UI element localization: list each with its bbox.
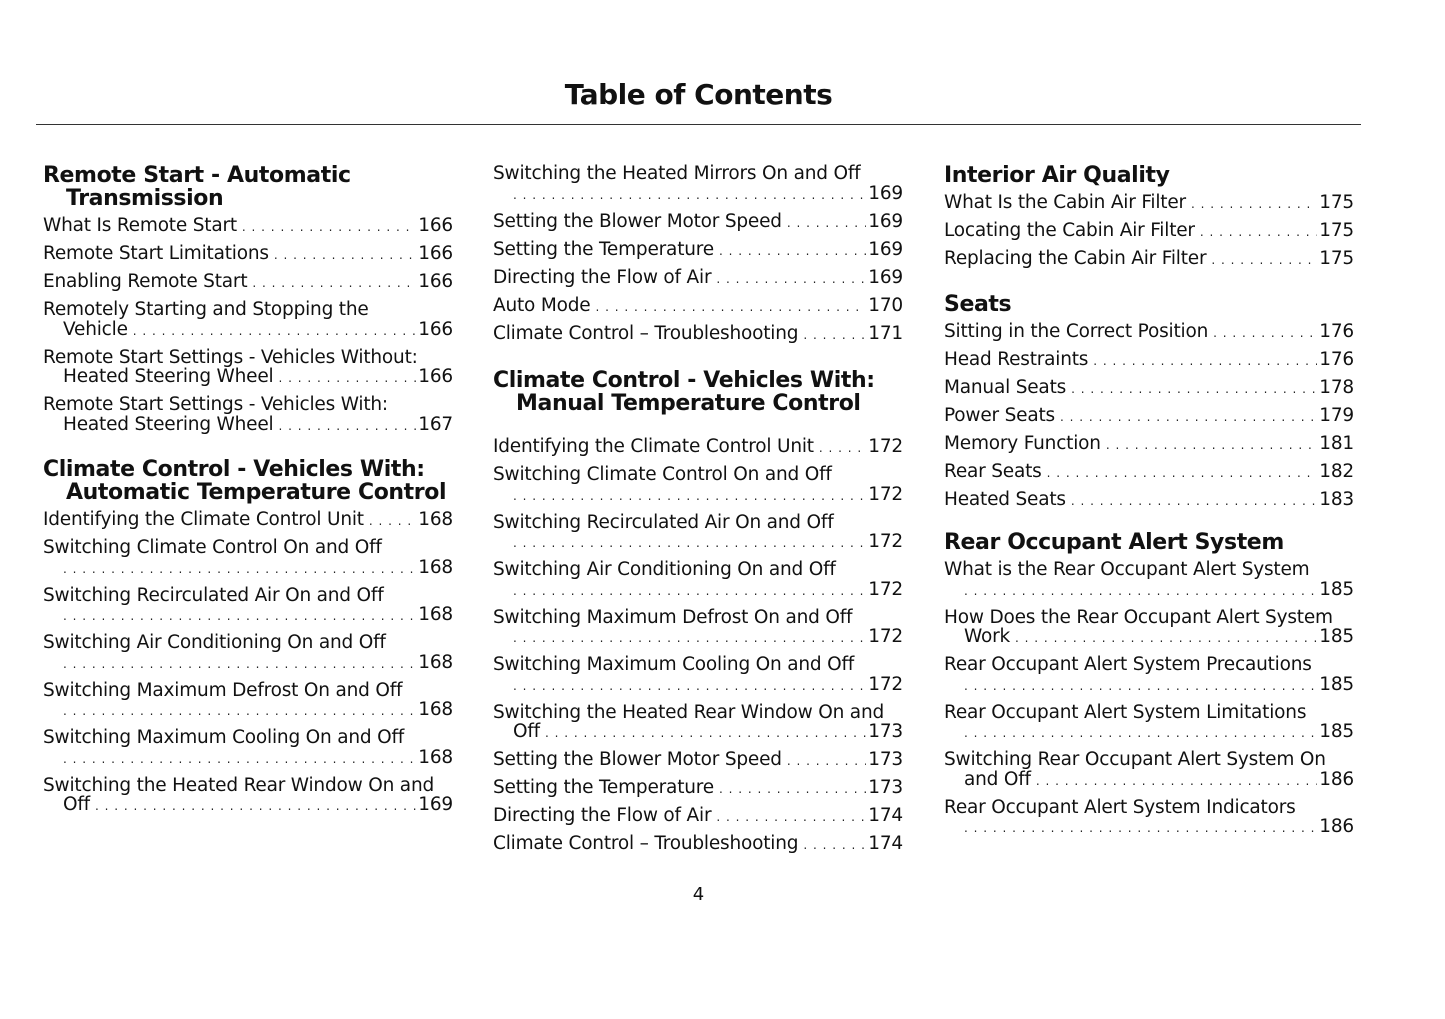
toc-entry[interactable] bbox=[493, 703, 903, 744]
toc-entry[interactable] bbox=[43, 776, 453, 817]
entry-page-number: 183 bbox=[1319, 488, 1354, 510]
toc-entry[interactable] bbox=[944, 798, 1354, 839]
dot-leader bbox=[63, 750, 416, 770]
toc-entry[interactable] bbox=[493, 750, 903, 772]
entry-page-number: 179 bbox=[1319, 404, 1354, 426]
toc-entry[interactable] bbox=[493, 164, 903, 205]
dot-leader bbox=[252, 274, 416, 294]
section-title: Interior Air Quality bbox=[944, 163, 1170, 188]
entry-page-number: 166 bbox=[418, 243, 453, 264]
entry-page-number: 166 bbox=[418, 366, 453, 387]
entry-page-number: 181 bbox=[1319, 432, 1354, 454]
page-title: Table of Contents bbox=[564, 78, 833, 111]
entry-page-number: 169 bbox=[868, 210, 903, 232]
toc-entry[interactable] bbox=[944, 350, 1354, 372]
toc-section bbox=[493, 369, 903, 856]
dot-leader bbox=[803, 836, 866, 856]
toc-entry[interactable] bbox=[493, 778, 903, 800]
entry-title: Remotely Starting and Stopping the bbox=[43, 299, 369, 320]
dot-leader bbox=[278, 417, 416, 437]
entry-page-number: 175 bbox=[1319, 220, 1354, 241]
entry-page-number: 166 bbox=[418, 318, 453, 340]
dot-leader bbox=[787, 214, 866, 234]
toc-column-2 bbox=[493, 164, 903, 862]
entry-page-number: 176 bbox=[1319, 348, 1354, 370]
section-title: Remote Start - Automatic Transmission bbox=[43, 163, 351, 211]
entry-page-number: 167 bbox=[418, 413, 453, 435]
entry-title: Enabling Remote Start bbox=[43, 271, 248, 292]
dot-leader bbox=[716, 270, 866, 290]
dot-leader bbox=[1015, 629, 1317, 649]
dot-leader bbox=[1191, 195, 1317, 215]
entry-title: What Is the Cabin Air Filter bbox=[944, 192, 1186, 213]
entry-title: Rear Occupant Alert System Precautions bbox=[944, 654, 1312, 675]
dot-leader bbox=[964, 677, 1317, 697]
dot-leader bbox=[513, 629, 866, 649]
toc-entry[interactable] bbox=[493, 655, 903, 696]
entry-title: Remote Start Settings - Vehicles Without: bbox=[43, 346, 418, 368]
entry-page-number: 172 bbox=[868, 578, 903, 600]
toc-entry[interactable] bbox=[493, 806, 903, 828]
entry-page-number: 172 bbox=[868, 531, 903, 552]
entry-title: Head Restraints bbox=[944, 348, 1089, 370]
dot-leader bbox=[719, 780, 866, 800]
entry-page-number: 174 bbox=[868, 805, 903, 826]
dot-leader bbox=[1093, 352, 1317, 372]
toc-entry[interactable] bbox=[944, 322, 1354, 344]
entry-title: Switching Recirculated Air On and Off bbox=[493, 511, 834, 533]
dot-leader bbox=[1036, 772, 1317, 792]
dot-leader bbox=[1047, 464, 1318, 484]
entry-title: Setting the Temperature bbox=[493, 238, 714, 260]
toc-entry[interactable] bbox=[493, 324, 903, 346]
entry-title: Climate Control – Troubleshooting bbox=[493, 322, 799, 344]
entry-page-number: 168 bbox=[418, 509, 453, 530]
entry-page-number: 166 bbox=[418, 215, 453, 236]
dot-leader bbox=[63, 560, 416, 580]
toc-entry[interactable] bbox=[493, 296, 903, 318]
entry-title: Rear Seats bbox=[944, 460, 1042, 482]
toc-entry[interactable] bbox=[944, 750, 1354, 791]
dot-leader bbox=[369, 512, 416, 532]
entry-title: Switching Maximum Defrost On and Off bbox=[43, 679, 403, 701]
dot-leader bbox=[1200, 223, 1317, 243]
dot-leader bbox=[63, 607, 416, 627]
toc-section bbox=[493, 164, 903, 345]
entry-title: Climate Control – Troubleshooting bbox=[493, 833, 799, 854]
section-title: Rear Occupant Alert System bbox=[944, 530, 1284, 555]
entry-page-number: 172 bbox=[868, 673, 903, 695]
entry-page-number: 169 bbox=[868, 238, 903, 260]
dot-leader bbox=[95, 797, 416, 817]
toc-entry[interactable] bbox=[43, 633, 453, 674]
entry-title: Heated Seats bbox=[944, 488, 1066, 510]
entry-title: Locating the Cabin Air Filter bbox=[944, 220, 1195, 241]
entry-title-continuation: and Off bbox=[964, 768, 1031, 790]
entry-page-number: 168 bbox=[418, 604, 453, 625]
entry-title: Switching Maximum Cooling On and Off bbox=[43, 727, 405, 748]
dot-leader bbox=[274, 246, 416, 266]
entry-page-number: 173 bbox=[868, 777, 903, 798]
entry-title: Replacing the Cabin Air Filter bbox=[944, 248, 1207, 269]
entry-title: Manual Seats bbox=[944, 376, 1067, 398]
entry-page-number: 171 bbox=[868, 322, 903, 344]
entry-title: Directing the Flow of Air bbox=[493, 266, 712, 288]
entry-title: Switching Maximum Cooling On and Off bbox=[493, 654, 855, 675]
toc-entry[interactable] bbox=[493, 513, 903, 554]
entry-page-number: 173 bbox=[868, 749, 903, 770]
entry-page-number: 172 bbox=[868, 436, 903, 457]
entry-title: Switching Air Conditioning On and Off bbox=[43, 632, 386, 653]
entry-title: Switching the Heated Rear Window On and bbox=[43, 774, 435, 796]
entry-title: What is the Rear Occupant Alert System bbox=[944, 559, 1310, 580]
entry-title: Setting the Blower Motor Speed bbox=[493, 749, 782, 770]
entry-page-number: 170 bbox=[868, 294, 903, 316]
toc-entry[interactable] bbox=[493, 560, 903, 601]
toc-section bbox=[944, 531, 1354, 839]
dot-leader bbox=[513, 534, 866, 554]
dot-leader bbox=[964, 724, 1317, 744]
title-divider bbox=[36, 124, 1361, 125]
toc-column-3 bbox=[944, 164, 1354, 845]
entry-title: Switching Climate Control On and Off bbox=[43, 537, 382, 558]
entry-title-continuation: Heated Steering Wheel bbox=[63, 366, 274, 387]
dot-leader bbox=[63, 702, 416, 722]
entry-title-continuation: Vehicle bbox=[63, 318, 128, 340]
dot-leader bbox=[242, 218, 416, 238]
section-title: Seats bbox=[944, 291, 1012, 317]
entry-title: Switching Climate Control On and Off bbox=[493, 464, 832, 485]
dot-leader bbox=[964, 582, 1317, 602]
entry-page-number: 174 bbox=[868, 833, 903, 854]
dot-leader bbox=[278, 369, 416, 389]
toc-entry[interactable] bbox=[43, 244, 453, 266]
entry-title: Switching Air Conditioning On and Off bbox=[493, 559, 836, 580]
entry-page-number: 168 bbox=[418, 556, 453, 578]
toc-entry[interactable] bbox=[944, 490, 1354, 512]
toc-entry[interactable] bbox=[944, 406, 1354, 428]
entry-title: Switching Recirculated Air On and Off bbox=[43, 584, 384, 606]
dot-leader bbox=[513, 487, 866, 507]
toc-entry[interactable] bbox=[43, 538, 453, 579]
entry-page-number: 182 bbox=[1319, 460, 1354, 482]
entry-page-number: 185 bbox=[1319, 626, 1354, 647]
dot-leader bbox=[1060, 408, 1317, 428]
toc-entry[interactable] bbox=[944, 193, 1354, 215]
toc-entry[interactable] bbox=[43, 395, 453, 436]
entry-title-continuation: Off bbox=[63, 794, 90, 815]
entry-title: How Does the Rear Occupant Alert System bbox=[944, 606, 1333, 628]
entry-title-continuation: Off bbox=[513, 721, 540, 742]
entry-page-number: 185 bbox=[1319, 578, 1354, 600]
toc-entry[interactable] bbox=[944, 703, 1354, 744]
toc-section bbox=[944, 164, 1354, 271]
toc-section bbox=[43, 164, 453, 436]
entry-title: Setting the Blower Motor Speed bbox=[493, 210, 782, 232]
toc-entry[interactable] bbox=[944, 221, 1354, 243]
toc-entry[interactable] bbox=[43, 510, 453, 532]
dot-leader bbox=[63, 655, 416, 675]
toc-entry[interactable] bbox=[43, 348, 453, 389]
dot-leader bbox=[1211, 251, 1317, 271]
entry-page-number: 169 bbox=[868, 266, 903, 288]
entry-title: Power Seats bbox=[944, 404, 1055, 426]
section-title: Climate Control - Vehicles With: Automatic Temperature Control bbox=[43, 457, 447, 505]
toc-entry[interactable] bbox=[944, 378, 1354, 400]
dot-leader bbox=[719, 242, 866, 262]
entry-page-number: 185 bbox=[1319, 721, 1354, 742]
dot-leader bbox=[964, 819, 1317, 839]
entry-page-number: 176 bbox=[1319, 320, 1354, 342]
toc-entry[interactable] bbox=[944, 608, 1354, 649]
toc-entry[interactable] bbox=[43, 681, 453, 722]
entry-title: Memory Function bbox=[944, 432, 1101, 454]
toc-entry[interactable] bbox=[944, 655, 1354, 696]
entry-page-number: 169 bbox=[868, 182, 903, 204]
toc-entry[interactable] bbox=[43, 272, 453, 294]
toc-entry[interactable] bbox=[944, 249, 1354, 271]
entry-title-continuation: Work bbox=[964, 626, 1011, 647]
entry-page-number: 169 bbox=[418, 794, 453, 815]
entry-page-number: 172 bbox=[868, 483, 903, 505]
dot-leader bbox=[513, 186, 866, 206]
entry-page-number: 166 bbox=[418, 271, 453, 292]
dot-leader bbox=[716, 808, 866, 828]
entry-title: Remote Start Settings - Vehicles With: bbox=[43, 394, 388, 415]
toc-section bbox=[43, 458, 453, 817]
entry-title: Rear Occupant Alert System Indicators bbox=[944, 796, 1296, 818]
toc-column-1 bbox=[43, 164, 453, 823]
entry-page-number: 175 bbox=[1319, 248, 1354, 269]
entry-page-number: 178 bbox=[1319, 376, 1354, 398]
section-title: Climate Control - Vehicles With: Manual Temperature Control bbox=[493, 368, 875, 416]
dot-leader bbox=[545, 724, 866, 744]
toc-entry[interactable] bbox=[493, 465, 903, 506]
entry-page-number: 175 bbox=[1319, 192, 1354, 213]
dot-leader bbox=[803, 326, 866, 346]
entry-page-number: 186 bbox=[1319, 816, 1354, 837]
toc-entry[interactable] bbox=[493, 834, 903, 856]
entry-title: Switching the Heated Rear Window On and bbox=[493, 701, 885, 723]
entry-page-number: 168 bbox=[418, 651, 453, 673]
entry-page-number: 185 bbox=[1319, 673, 1354, 695]
toc-entry[interactable] bbox=[944, 560, 1354, 601]
entry-title: Directing the Flow of Air bbox=[493, 805, 712, 826]
toc-entry[interactable] bbox=[43, 216, 453, 238]
toc-entry[interactable] bbox=[43, 586, 453, 627]
entry-page-number: 172 bbox=[868, 626, 903, 647]
entry-title: Identifying the Climate Control Unit bbox=[43, 509, 364, 530]
dot-leader bbox=[1071, 492, 1317, 512]
entry-title: Sitting in the Correct Position bbox=[944, 320, 1209, 342]
toc-entry[interactable] bbox=[43, 300, 453, 341]
entry-title: What Is Remote Start bbox=[43, 215, 237, 236]
dot-leader bbox=[133, 322, 417, 342]
entry-title: Switching Rear Occupant Alert System On bbox=[944, 749, 1326, 770]
dot-leader bbox=[1213, 324, 1317, 344]
toc-entry[interactable] bbox=[493, 212, 903, 234]
toc-entry[interactable] bbox=[493, 608, 903, 649]
dot-leader bbox=[819, 439, 866, 459]
dot-leader bbox=[1071, 380, 1317, 400]
entry-title: Auto Mode bbox=[493, 294, 591, 316]
dot-leader bbox=[1106, 436, 1317, 456]
toc-section bbox=[944, 293, 1354, 512]
entry-title: Remote Start Limitations bbox=[43, 243, 269, 264]
toc-entry[interactable] bbox=[43, 728, 453, 769]
entry-page-number: 186 bbox=[1319, 768, 1354, 790]
entry-title: Identifying the Climate Control Unit bbox=[493, 436, 814, 457]
dot-leader bbox=[787, 752, 866, 772]
entry-title: Setting the Temperature bbox=[493, 777, 714, 798]
dot-leader bbox=[513, 677, 866, 697]
page-number: 4 bbox=[692, 884, 705, 905]
entry-title: Switching the Heated Mirrors On and Off bbox=[493, 163, 861, 184]
toc-entry[interactable] bbox=[944, 462, 1354, 484]
entry-page-number: 168 bbox=[418, 699, 453, 720]
entry-page-number: 168 bbox=[418, 746, 453, 768]
toc-entry[interactable] bbox=[493, 240, 903, 262]
entry-title: Rear Occupant Alert System Limitations bbox=[944, 701, 1307, 723]
entry-page-number: 173 bbox=[868, 721, 903, 742]
toc-entry[interactable] bbox=[944, 434, 1354, 456]
entry-title: Switching Maximum Defrost On and Off bbox=[493, 606, 853, 628]
entry-title-continuation: Heated Steering Wheel bbox=[63, 413, 274, 435]
dot-leader bbox=[513, 582, 866, 602]
toc-entry[interactable] bbox=[493, 268, 903, 290]
dot-leader bbox=[595, 298, 866, 318]
toc-entry[interactable] bbox=[493, 437, 903, 459]
